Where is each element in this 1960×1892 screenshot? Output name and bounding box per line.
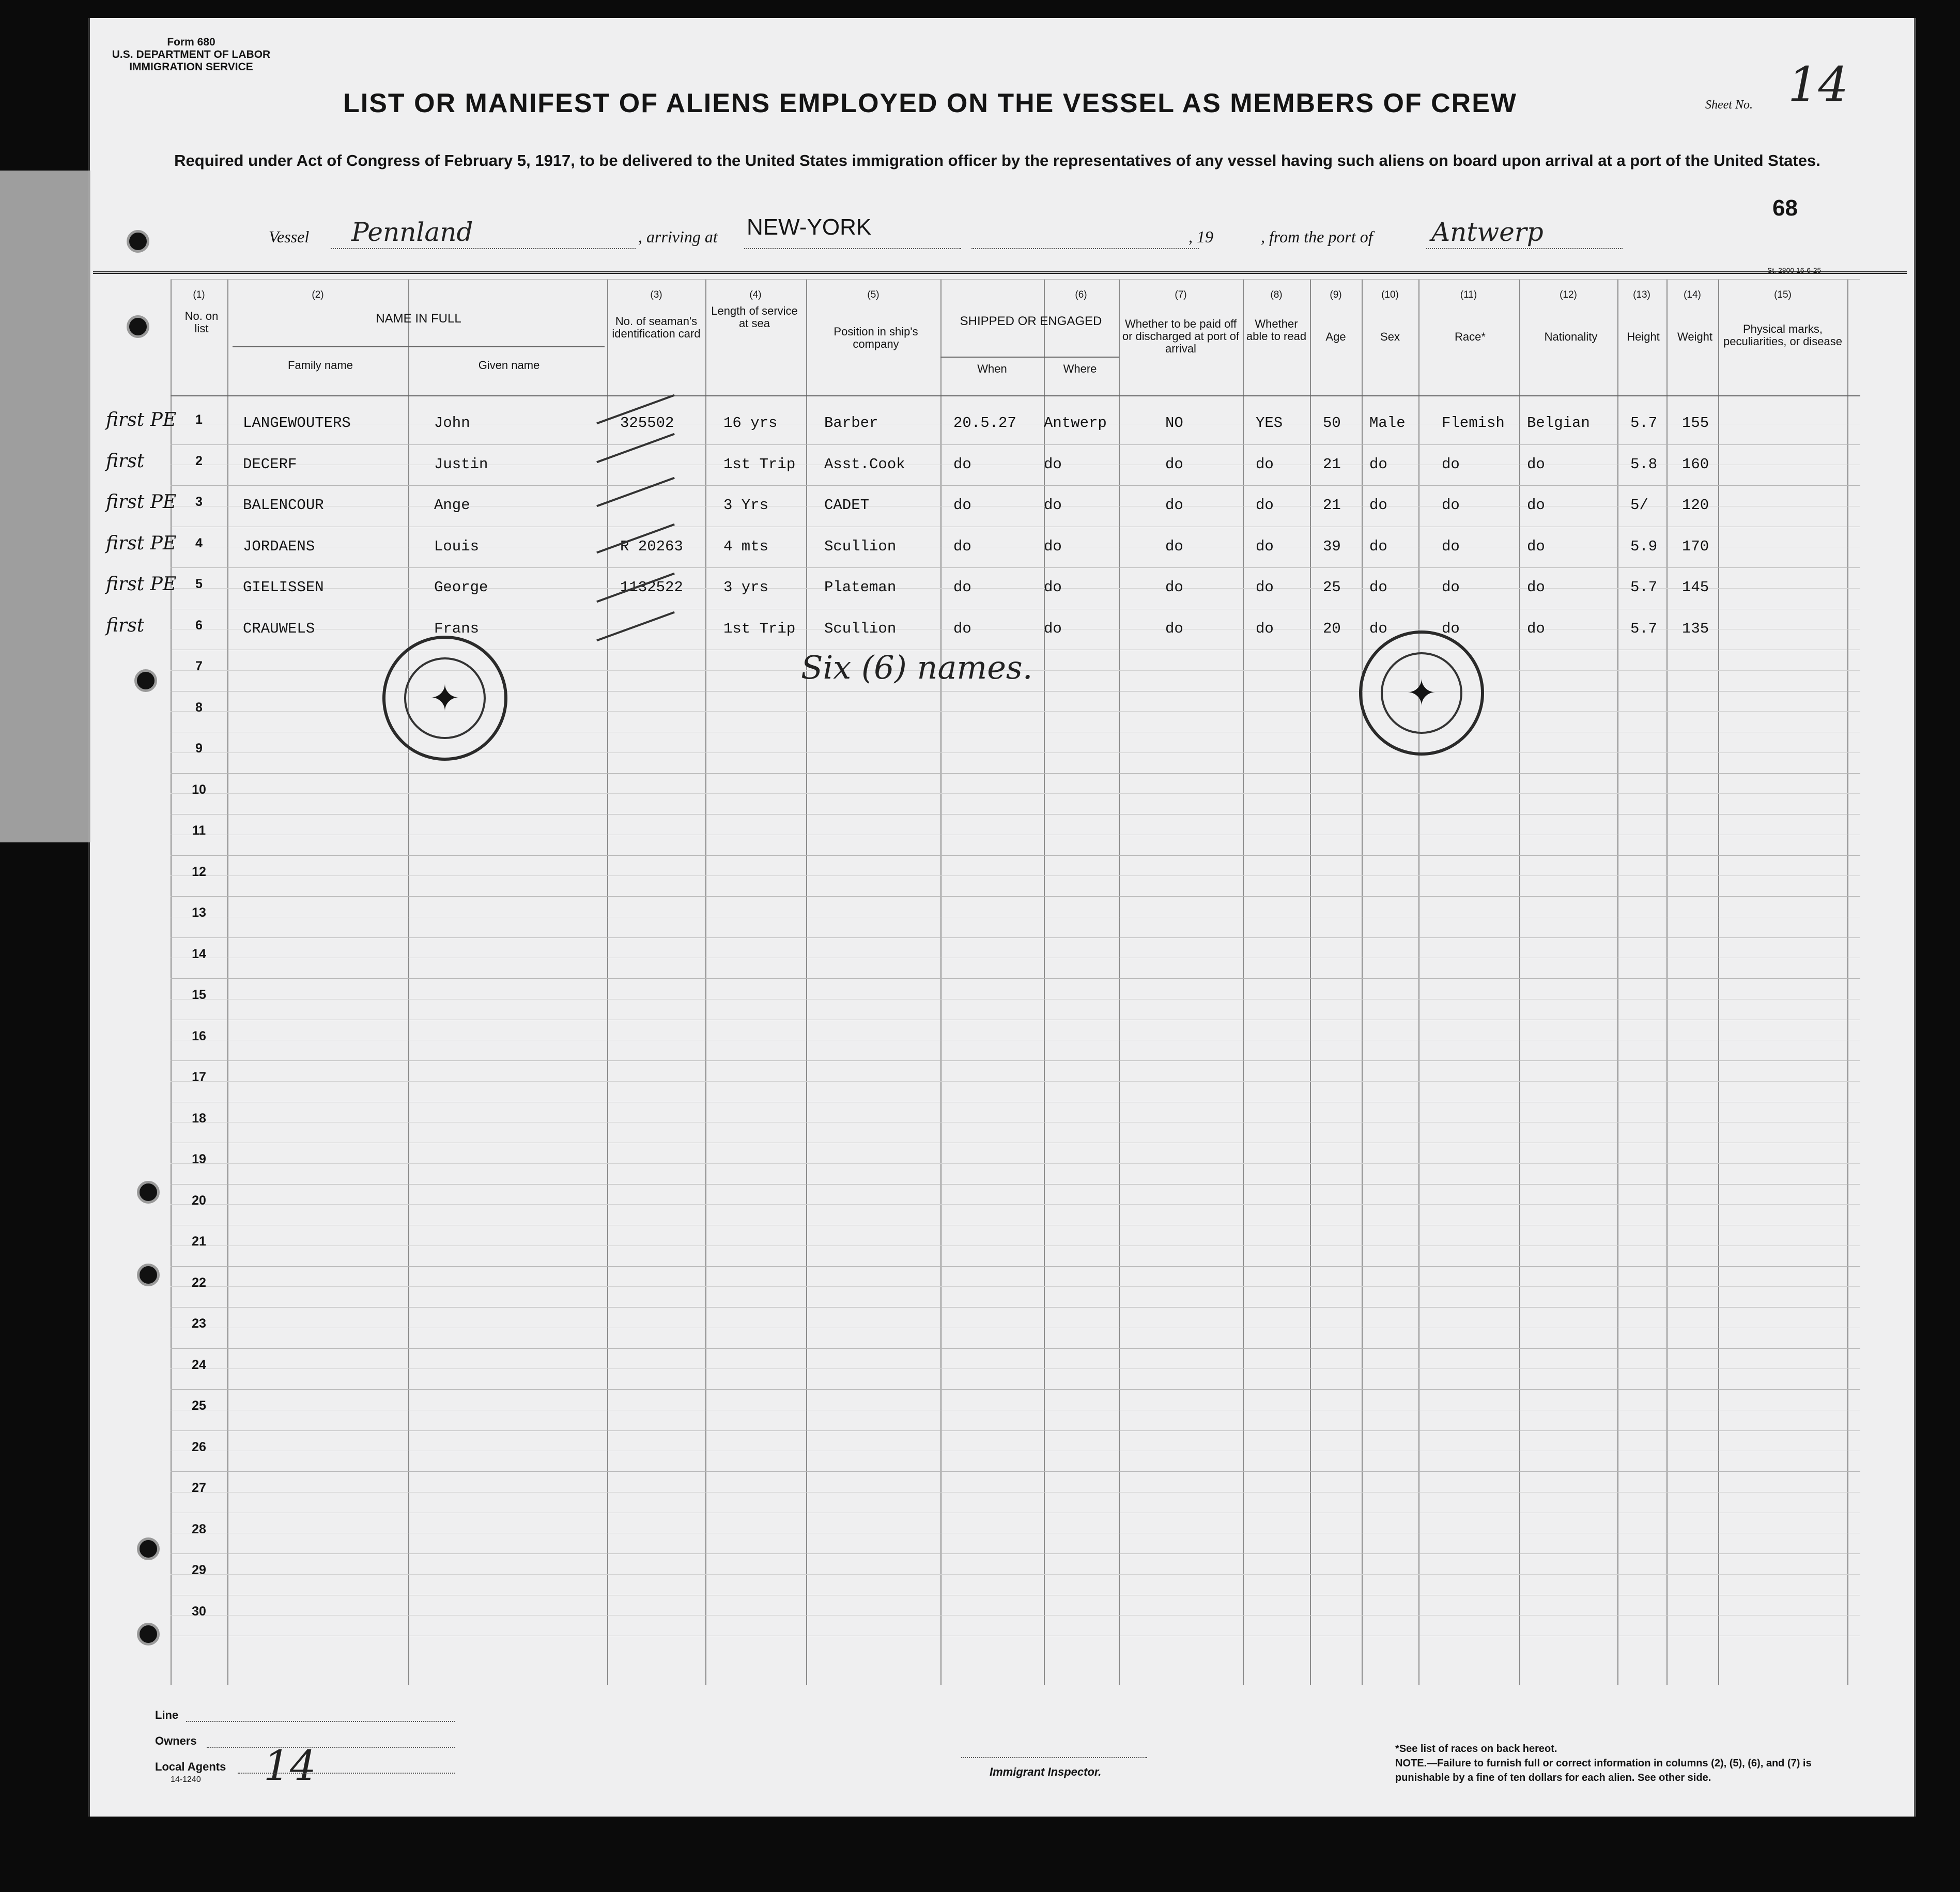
grid-column-line [1519,279,1520,1685]
row-number: 6 [195,618,203,633]
vessel-value: Pennland [351,217,473,247]
from-port-value: Antwerp [1431,217,1544,247]
crew-cell-when: 20.5.27 [953,414,1016,432]
punch-hole [127,315,149,338]
name-subheader-rule [233,346,605,347]
grid-row-line [171,1266,1860,1267]
grid-column-line [1119,279,1120,1685]
crew-cell-sex: Male [1369,414,1406,432]
header-position: Position in ship's company [834,325,918,350]
column-number: (4) [749,289,762,300]
grid-subrow-line [171,1286,1860,1287]
column-number: (12) [1560,289,1577,300]
crew-cell-where: do [1044,497,1062,514]
form-number: Form 680 [167,36,215,48]
column-number: (3) [650,289,662,300]
grid-row-line [171,1184,1860,1185]
column-number: (10) [1381,289,1399,300]
grid-subrow-line [171,1615,1860,1616]
crew-cell-family: CRAUWELS [243,620,315,637]
header-name-in-full: NAME IN FULL [376,312,461,326]
header-family-name: Family name [288,359,353,372]
row-number: 20 [192,1193,206,1208]
crew-cell-age: 20 [1323,620,1341,637]
column-number: (5) [867,289,879,300]
grid-row-line [171,773,1860,774]
crew-cell-where: do [1044,620,1062,637]
crew-cell-where: do [1044,579,1062,596]
crew-cell-service: 3 Yrs [723,497,769,514]
row-number: 26 [192,1439,206,1454]
crew-cell-family: DECERF [243,455,297,473]
row-number: 3 [195,495,203,509]
row-number: 10 [192,782,206,797]
footer-agents-label: Local Agents [155,1760,226,1773]
crew-cell-given: Justin [434,455,488,473]
crew-cell-position: Scullion [824,620,897,637]
column-number: (6) [1075,289,1087,300]
grid-row-line [171,1430,1860,1431]
grid-subrow-line [171,1204,1860,1205]
grid-row-line [171,937,1860,938]
grid-row-line [171,978,1860,979]
row-number: 13 [192,905,206,920]
header-given-name: Given name [478,359,540,372]
crew-cell-race: do [1442,497,1460,514]
row-number: 4 [195,535,203,550]
header-age: Age [1325,330,1346,343]
grid-column-line [1617,279,1618,1685]
crew-cell-when: do [953,455,971,473]
row-number: 7 [195,659,203,673]
crew-cell-height: 5.7 [1630,579,1658,596]
punch-hole [137,1537,160,1560]
footer-fine-note: NOTE.—Failure to furnish full or correct information in columns (2), (5), (6), and (7) is punishable by a fine of ten dollars for each alien. See other side. [1395,1758,1812,1783]
crew-cell-height: 5.8 [1630,455,1658,473]
service: IMMIGRATION SERVICE [129,61,253,73]
header-paid-off: Whether to be paid off or discharged at port of arrival [1122,317,1240,355]
crew-cell-height: 5.7 [1630,620,1658,637]
crew-cell-sex: do [1369,455,1387,473]
row-number: 5 [195,577,203,591]
grid-column-line [1243,279,1244,1685]
column-number: (7) [1175,289,1187,300]
crew-cell-nationality: do [1527,537,1545,555]
header-able-to-read: Whether able to read [1246,317,1307,343]
grid-header-top [171,279,1860,280]
margin-note: first [106,614,145,636]
crew-cell-position: Asst.Cook [824,455,905,473]
reference-code: St. 2800 16-6-25 [1767,266,1822,274]
crew-cell-paid: do [1165,579,1183,596]
crew-cell-read: do [1256,497,1274,514]
sheet-number-value: 14 [1788,57,1849,112]
row-number: 28 [192,1521,206,1536]
grid-row-line [171,1471,1860,1472]
crew-cell-given: George [434,579,488,596]
crew-cell-card: 325502 [620,414,674,432]
crew-cell-paid: do [1165,537,1183,555]
crew-cell-position: Plateman [824,579,897,596]
grid-column-line [227,279,228,1685]
crew-cell-sex: do [1369,579,1387,596]
crew-cell-service: 1st Trip [723,620,796,637]
header-seaman-card: No. of seaman's identification card [612,315,701,340]
row-number: 9 [195,741,203,756]
crew-cell-height: 5/ [1630,497,1648,514]
grid-row-line [171,1553,1860,1554]
crew-cell-position: Scullion [824,537,897,555]
crew-cell-sex: do [1369,497,1387,514]
row-number: 11 [192,823,206,838]
row-number: 23 [192,1316,206,1331]
row-number: 27 [192,1481,206,1495]
punch-hole [134,669,157,692]
form-identifier [93,36,289,73]
crew-cell-nationality: do [1527,455,1545,473]
grid-subrow-line [171,588,1860,589]
crew-cell-race: Flemish [1442,414,1505,432]
grid-subrow-line [171,1245,1860,1246]
grid-column-line [1666,279,1668,1685]
crew-cell-age: 21 [1323,455,1341,473]
page-stamp: 68 [1772,195,1798,221]
row-number: 15 [192,988,206,1002]
crew-cell-race: do [1442,620,1460,637]
grid-row-line [171,1060,1860,1061]
margin-note: first PE [106,574,177,595]
crew-cell-weight: 160 [1682,455,1709,473]
row-number: 14 [192,946,206,961]
crew-cell-height: 5.7 [1630,414,1658,432]
punch-hole [137,1181,160,1204]
row-number: 18 [192,1111,206,1126]
crew-cell-family: JORDAENS [243,537,315,555]
crew-cell-paid: NO [1165,414,1183,432]
row-number: 1 [195,412,203,427]
crew-cell-age: 21 [1323,497,1341,514]
crew-cell-given: Frans [434,620,480,637]
grid-column-line [607,279,608,1685]
crew-cell-given: John [434,414,470,432]
crew-cell-when: do [953,497,971,514]
crew-cell-where: do [1044,537,1062,555]
grid-subrow-line [171,1368,1860,1369]
arriving-value: NEW-YORK [747,214,872,240]
crew-cell-card: R 20263 [620,537,683,555]
footer-race-note: *See list of races on back hereot. [1395,1743,1557,1755]
row-number: 21 [192,1234,206,1249]
footer-owners-label: Owners [155,1734,197,1747]
crew-cell-given: Ange [434,497,470,514]
row-number: 12 [192,864,206,879]
from-port-label: , from the port of [1261,227,1373,246]
grid-column-line [705,279,706,1685]
grid-subrow-line [171,1574,1860,1575]
crew-cell-race: do [1442,537,1460,555]
crew-cell-where: do [1044,455,1062,473]
crew-cell-sex: do [1369,620,1387,637]
header-weight: Weight [1677,330,1713,343]
crew-cell-read: do [1256,455,1274,473]
crew-cell-nationality: do [1527,497,1545,514]
grid-row-line [171,567,1860,568]
crew-cell-position: Barber [824,414,878,432]
column-number: (2) [312,289,324,300]
year-label: , 19 [1189,227,1213,246]
crew-cell-paid: do [1165,497,1183,514]
crew-cell-when: do [953,620,971,637]
sheet-number-label: Sheet No. [1705,98,1753,112]
header-physical-marks: Physical marks, peculiarities, or disease [1723,322,1842,348]
crew-cell-read: YES [1256,414,1283,432]
punch-hole [137,1623,160,1645]
page-title: LIST OR MANIFEST OF ALIENS EMPLOYED ON THE VESSEL AS MEMBERS OF CREW [343,88,1517,118]
margin-note: first [106,450,145,472]
crew-cell-service: 1st Trip [723,455,796,473]
grid-row-line [171,1307,1860,1308]
header-length-service: Length of service at sea [711,304,798,330]
crew-cell-family: GIELISSEN [243,579,324,596]
grid-header-bottom [171,395,1860,396]
crew-cell-weight: 135 [1682,620,1709,637]
consulate-seal-right: ✦ [1359,630,1484,756]
underlying-page-edge [0,171,90,842]
header-sex: Sex [1380,330,1400,343]
column-number: (14) [1684,289,1701,300]
header-when: When [977,362,1007,375]
crew-cell-height: 5.9 [1630,537,1658,555]
header-no-on-list: No. on list [184,310,219,335]
row-number: 25 [192,1398,206,1413]
grid-column-line [1310,279,1311,1685]
manifest-sheet [88,18,1916,1817]
header-where: Where [1063,362,1097,375]
row-number: 29 [192,1563,206,1577]
row-number: 17 [192,1070,206,1084]
crew-cell-race: do [1442,455,1460,473]
column-number: (8) [1270,289,1283,300]
grid-column-line [1362,279,1363,1685]
crew-cell-card: 1132522 [620,579,683,596]
grid-subrow-line [171,793,1860,794]
header-height: Height [1627,330,1660,343]
grid-row-line [171,485,1860,486]
footer-line-label: Line [155,1709,179,1721]
grid-column-line [1044,279,1045,1685]
crew-cell-nationality: do [1527,620,1545,637]
crew-cell-read: do [1256,620,1274,637]
footer-agents-code: 14-1240 [171,1775,201,1784]
footer-agents-value: 14 [264,1742,316,1790]
grid-column-line [940,279,942,1685]
grid-subrow-line [171,1163,1860,1164]
crew-cell-paid: do [1165,455,1183,473]
crew-cell-family: LANGEWOUTERS [243,414,351,432]
margin-note: first PE [106,409,177,430]
row-number: 30 [192,1604,206,1619]
column-number: (11) [1460,289,1477,300]
margin-note: first PE [106,491,177,513]
header-shipped-engaged: SHIPPED OR ENGAGED [960,314,1102,328]
row-number: 24 [192,1357,206,1372]
grid-column-line [1718,279,1719,1685]
grid-subrow-line [171,875,1860,876]
crew-cell-weight: 155 [1682,414,1709,432]
crew-cell-family: BALENCOUR [243,497,324,514]
crew-cell-when: do [953,579,971,596]
consulate-seal-left: ✦ [382,636,507,761]
grid-column-line [806,279,807,1685]
row-number: 8 [195,700,203,715]
crew-cell-where: Antwerp [1044,414,1107,432]
column-number: (15) [1774,289,1792,300]
header-rule [93,271,1907,274]
header-race: Race* [1455,330,1486,343]
grid-column-line [1847,279,1848,1685]
footer-inspector-label: Immigrant Inspector. [990,1765,1102,1778]
crew-cell-weight: 170 [1682,537,1709,555]
arriving-label: , arriving at [638,227,718,246]
crew-cell-sex: do [1369,537,1387,555]
punch-hole [137,1264,160,1286]
grid-row-line [171,855,1860,856]
vessel-label: Vessel [269,227,310,246]
column-number: (1) [193,289,205,300]
page-subtitle: Required under Act of Congress of February 5, 1917, to be delivered to the United States immigration officer by the representatives of any vessel having such aliens on board upon arrival at a port of the United States. [174,151,1820,170]
margin-note: first PE [106,532,177,554]
shipped-subheader-rule [940,357,1119,358]
department: U.S. DEPARTMENT OF LABOR [112,49,271,60]
crew-cell-age: 50 [1323,414,1341,432]
row-number: 16 [192,1028,206,1043]
crew-cell-race: do [1442,579,1460,596]
crew-cell-given: Louis [434,537,480,555]
punch-hole [127,230,149,253]
crew-cell-position: CADET [824,497,870,514]
handwritten-count-note: Six (6) names. [801,649,1033,686]
header-nationality: Nationality [1544,330,1598,343]
crew-cell-read: do [1256,579,1274,596]
crew-cell-when: do [953,537,971,555]
crew-cell-nationality: do [1527,579,1545,596]
row-number: 22 [192,1275,206,1290]
crew-cell-service: 16 yrs [723,414,778,432]
column-number: (9) [1330,289,1342,300]
row-number: 2 [195,453,203,468]
crew-cell-age: 39 [1323,537,1341,555]
grid-column-line [171,279,172,1685]
row-number: 19 [192,1152,206,1166]
crew-cell-read: do [1256,537,1274,555]
crew-cell-service: 3 yrs [723,579,769,596]
crew-cell-service: 4 mts [723,537,769,555]
grid-row-line [171,1389,1860,1390]
grid-subrow-line [171,1492,1860,1493]
crew-cell-nationality: Belgian [1527,414,1590,432]
grid-row-line [171,896,1860,897]
grid-column-line [408,279,409,1685]
crew-cell-weight: 145 [1682,579,1709,596]
grid-column-line [1418,279,1419,1685]
crew-cell-weight: 120 [1682,497,1709,514]
column-number: (13) [1633,289,1650,300]
grid-row-line [171,1348,1860,1349]
crew-cell-age: 25 [1323,579,1341,596]
grid-row-line [171,444,1860,445]
grid-subrow-line [171,1081,1860,1082]
crew-cell-paid: do [1165,620,1183,637]
